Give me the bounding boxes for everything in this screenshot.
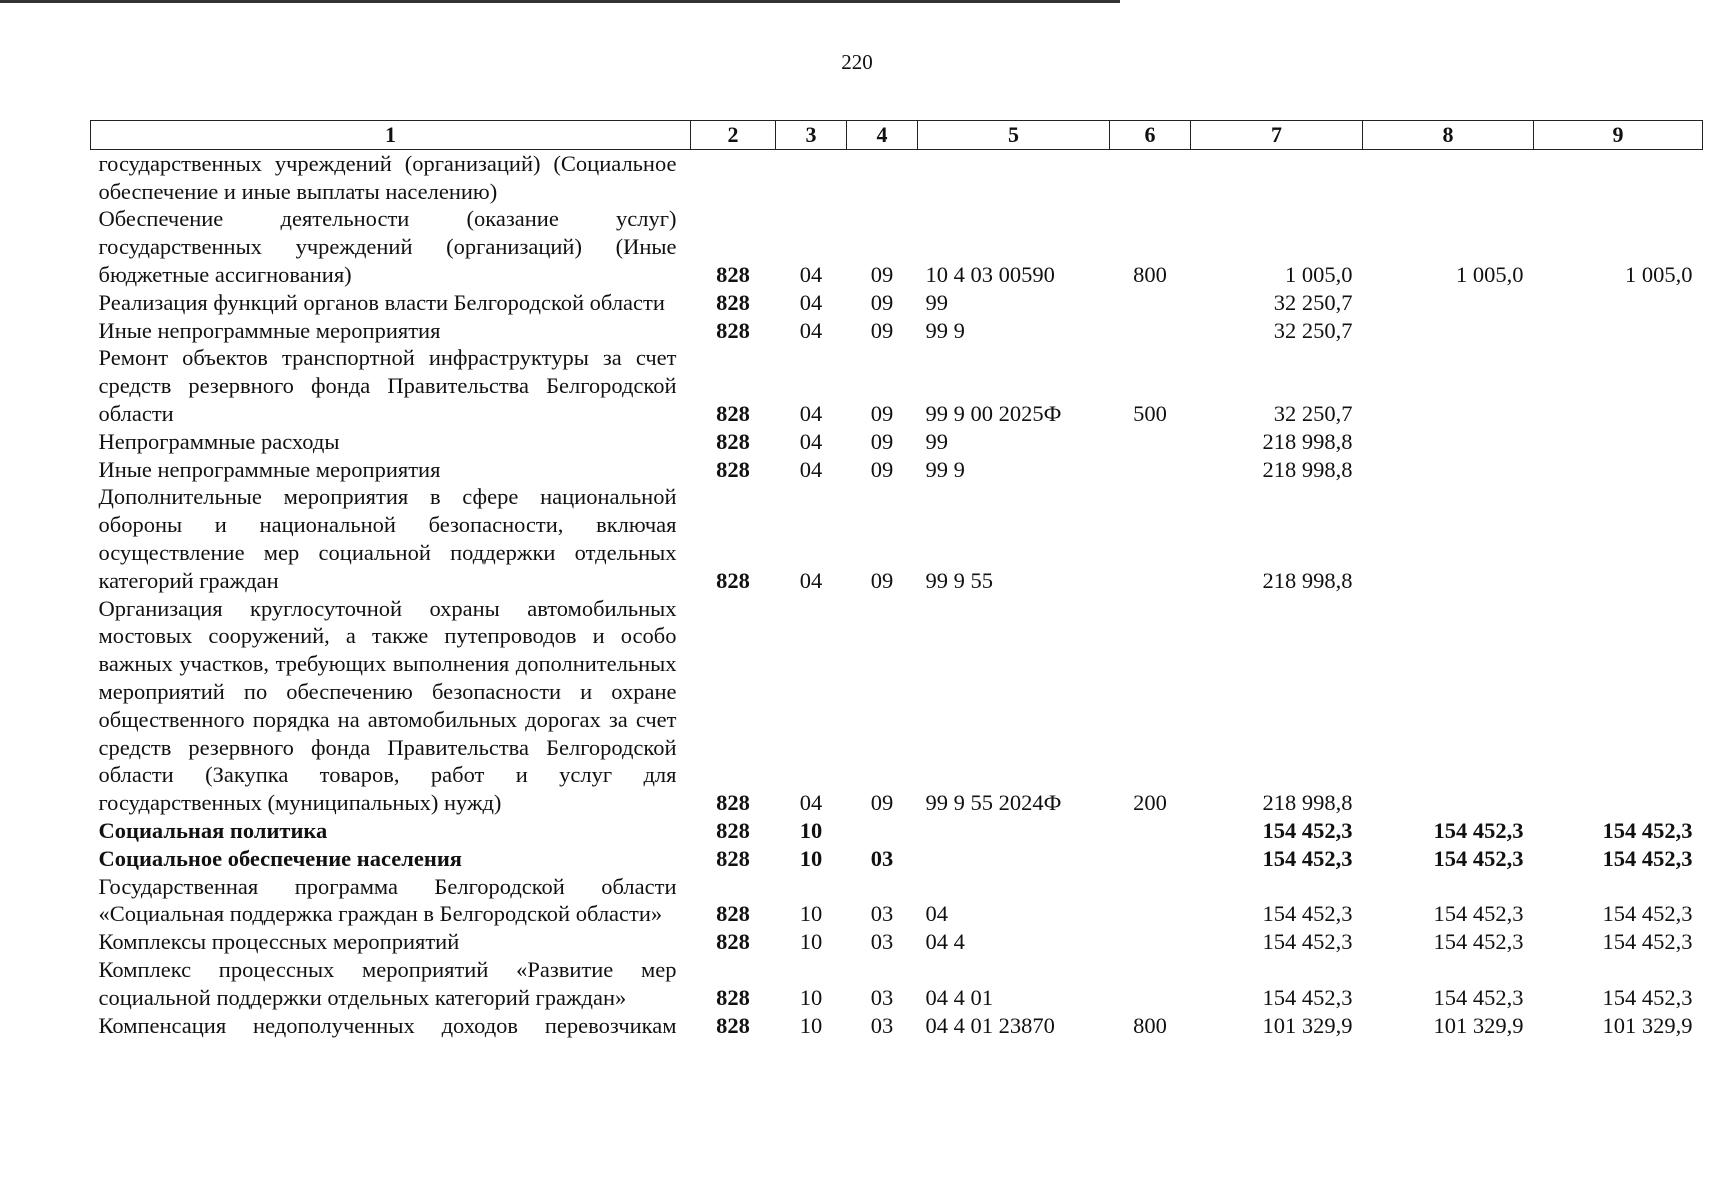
amount-col-9 xyxy=(1534,595,1703,817)
amount-col-9 xyxy=(1534,428,1703,456)
row-description: Комплексы процессных мероприятий xyxy=(98,929,460,955)
table-row xyxy=(91,456,1703,484)
amount-col-9: 154 452,3 xyxy=(1602,845,1693,871)
amount-col-8: 154 452,3 xyxy=(1433,845,1524,871)
expense-type-code: 200 xyxy=(1133,790,1167,816)
amount-col-8 xyxy=(1363,344,1534,427)
section-code: 10 xyxy=(799,984,823,1010)
row-description: Организация круглосуточной охраны автомобильных мостовых сооружений, а также путепроводов и особо важных участков, требующих выполнения дополнительных мероприятий по обеспечению безопасности и охране общественного порядка на автомобильных дорогах за счет средств резервного фонда Правительства Белгородской области (Закупка товаров, работ и услуг для государственных (муниципальных) нужд) xyxy=(98,595,677,816)
target-article-code: 04 4 01 xyxy=(925,984,993,1010)
row-description: Дополнительные мероприятия в сфере национальной обороны и национальной безопасности, включая осуществление мер социальной поддержки отдельных категорий граждан xyxy=(98,484,677,593)
expense-type-code xyxy=(1110,149,1191,205)
subsection-code: 09 xyxy=(870,790,894,816)
subsection-code: 09 xyxy=(870,456,894,482)
amount-col-8 xyxy=(1363,456,1534,484)
table-row xyxy=(91,873,1703,929)
section-code: 04 xyxy=(799,456,823,482)
row-description: Комплекс процессных мероприятий «Развитие мер социальной поддержки отдельных категорий граждан» xyxy=(98,956,677,1010)
table-row xyxy=(91,205,1703,288)
header-col-6: 6 xyxy=(1110,121,1191,150)
header-col-2: 2 xyxy=(691,121,776,150)
ministry-code: 828 xyxy=(716,400,750,426)
amount-col-7: 154 452,3 xyxy=(1262,845,1353,871)
header-col-3: 3 xyxy=(776,121,847,150)
amount-col-7: 218 998,8 xyxy=(1262,428,1353,454)
amount-col-7: 154 452,3 xyxy=(1262,901,1353,927)
top-rule xyxy=(0,0,1120,3)
amount-col-9 xyxy=(1534,149,1703,205)
amount-col-8: 154 452,3 xyxy=(1433,817,1524,843)
section-code: 04 xyxy=(799,289,823,315)
subsection-code xyxy=(847,149,918,205)
ministry-code xyxy=(691,149,776,205)
amount-col-8 xyxy=(1363,317,1534,345)
table-body xyxy=(91,149,1703,1039)
table-row xyxy=(91,928,1703,956)
row-description: Реализация функций органов власти Белгородской области xyxy=(98,289,665,315)
ministry-code: 828 xyxy=(716,456,750,482)
expense-type-code: 800 xyxy=(1133,1012,1167,1038)
section-code xyxy=(776,149,847,205)
ministry-code: 828 xyxy=(716,901,750,927)
ministry-code: 828 xyxy=(716,845,750,871)
expense-type-code xyxy=(1110,483,1191,594)
table-row xyxy=(91,149,1703,205)
amount-col-7: 218 998,8 xyxy=(1262,790,1353,816)
subsection-code xyxy=(847,817,918,845)
amount-col-8 xyxy=(1363,595,1534,817)
expense-type-code xyxy=(1110,317,1191,345)
amount-col-7: 32 250,7 xyxy=(1273,400,1353,426)
subsection-code: 03 xyxy=(870,929,894,955)
table-row xyxy=(91,845,1703,873)
amount-col-9: 101 329,9 xyxy=(1602,1012,1693,1038)
section-code: 04 xyxy=(799,567,823,593)
target-article-code: 04 4 xyxy=(925,929,965,955)
amount-col-9: 154 452,3 xyxy=(1602,984,1693,1010)
ministry-code: 828 xyxy=(716,261,750,287)
amount-col-7: 154 452,3 xyxy=(1262,817,1353,843)
table-row xyxy=(91,344,1703,427)
row-description: государственных учреждений (организаций) (Социальное обеспечение и иные выплаты населению) xyxy=(98,150,677,204)
amount-col-9 xyxy=(1534,456,1703,484)
table-row xyxy=(91,428,1703,456)
target-article-code: 04 xyxy=(925,901,948,927)
expense-type-code xyxy=(1110,456,1191,484)
row-description: Иные непрограммные мероприятия xyxy=(98,317,441,343)
section-code: 04 xyxy=(799,261,823,287)
section-code: 10 xyxy=(799,1012,823,1038)
target-article-code: 99 9 00 2025Ф xyxy=(925,400,1062,426)
subsection-code: 09 xyxy=(870,567,894,593)
table-row xyxy=(91,956,1703,1012)
section-code: 04 xyxy=(799,790,823,816)
amount-col-7: 101 329,9 xyxy=(1262,1012,1353,1038)
header-row xyxy=(91,121,1703,150)
amount-col-7: 154 452,3 xyxy=(1262,984,1353,1010)
ministry-code: 828 xyxy=(716,1012,750,1038)
header-col-8: 8 xyxy=(1363,121,1534,150)
amount-col-7: 218 998,8 xyxy=(1262,567,1353,593)
expense-type-code xyxy=(1110,289,1191,317)
table-row xyxy=(91,1012,1703,1040)
row-description: Социальная политика xyxy=(98,817,328,843)
amount-col-7 xyxy=(1191,149,1363,205)
row-description: Социальное обеспечение населения xyxy=(98,845,462,871)
target-article-code: 99 9 xyxy=(925,456,965,482)
section-code: 10 xyxy=(799,929,823,955)
amount-col-8 xyxy=(1363,289,1534,317)
amount-col-7: 1 005,0 xyxy=(1285,261,1353,287)
amount-col-9 xyxy=(1534,289,1703,317)
subsection-code: 09 xyxy=(870,289,894,315)
amount-col-9: 154 452,3 xyxy=(1602,817,1693,843)
amount-col-8 xyxy=(1363,149,1534,205)
subsection-code: 09 xyxy=(870,261,894,287)
expense-type-code xyxy=(1110,956,1191,1012)
expense-type-code xyxy=(1110,928,1191,956)
target-article-code xyxy=(918,149,1110,205)
amount-col-9 xyxy=(1534,344,1703,427)
ministry-code: 828 xyxy=(716,984,750,1010)
header-col-9: 9 xyxy=(1534,121,1703,150)
target-article-code: 99 xyxy=(925,428,948,454)
target-article-code: 99 9 xyxy=(925,317,965,343)
row-description: Иные непрограммные мероприятия xyxy=(98,456,441,482)
subsection-code: 09 xyxy=(870,400,894,426)
row-description: Компенсация недополученных доходов перевозчикам xyxy=(98,1012,677,1038)
table-row xyxy=(91,289,1703,317)
table-row xyxy=(91,817,1703,845)
subsection-code: 03 xyxy=(870,845,894,871)
page-number: 220 xyxy=(841,50,873,74)
amount-col-9 xyxy=(1534,483,1703,594)
subsection-code: 03 xyxy=(870,1012,894,1038)
header-col-7: 7 xyxy=(1191,121,1363,150)
subsection-code: 09 xyxy=(870,317,894,343)
amount-col-9 xyxy=(1534,317,1703,345)
expense-type-code xyxy=(1110,817,1191,845)
expense-type-code xyxy=(1110,428,1191,456)
ministry-code: 828 xyxy=(716,317,750,343)
ministry-code: 828 xyxy=(716,428,750,454)
target-article-code: 04 4 01 23870 xyxy=(925,1012,1055,1038)
amount-col-8: 1 005,0 xyxy=(1456,261,1524,287)
ministry-code: 828 xyxy=(716,289,750,315)
target-article-code xyxy=(918,817,1110,845)
header-col-5: 5 xyxy=(918,121,1110,150)
amount-col-7: 32 250,7 xyxy=(1273,289,1353,315)
subsection-code: 03 xyxy=(870,901,894,927)
expense-type-code xyxy=(1110,845,1191,873)
section-code: 10 xyxy=(799,817,823,843)
header-col-4: 4 xyxy=(847,121,918,150)
section-code: 10 xyxy=(799,901,823,927)
target-article-code: 99 9 55 xyxy=(925,567,993,593)
table-row xyxy=(91,317,1703,345)
ministry-code: 828 xyxy=(716,929,750,955)
expense-type-code: 800 xyxy=(1133,261,1167,287)
amount-col-9: 1 005,0 xyxy=(1625,261,1693,287)
amount-col-7: 218 998,8 xyxy=(1262,456,1353,482)
amount-col-8 xyxy=(1363,483,1534,594)
amount-col-9: 154 452,3 xyxy=(1602,929,1693,955)
amount-col-8: 154 452,3 xyxy=(1433,901,1524,927)
budget-table xyxy=(90,120,1703,1039)
ministry-code: 828 xyxy=(716,567,750,593)
section-code: 04 xyxy=(799,428,823,454)
table-row xyxy=(91,483,1703,594)
ministry-code: 828 xyxy=(716,790,750,816)
row-description: Непрограммные расходы xyxy=(98,428,340,454)
section-code: 04 xyxy=(799,400,823,426)
ministry-code: 828 xyxy=(716,817,750,843)
amount-col-7: 32 250,7 xyxy=(1273,317,1353,343)
amount-col-7: 154 452,3 xyxy=(1262,929,1353,955)
target-article-code: 99 9 55 2024Ф xyxy=(925,790,1062,816)
target-article-code xyxy=(918,845,1110,873)
amount-col-9: 154 452,3 xyxy=(1602,901,1693,927)
target-article-code: 10 4 03 00590 xyxy=(925,261,1055,287)
row-description: Государственная программа Белгородской области «Социальная поддержка граждан в Белгородской области» xyxy=(98,873,677,927)
row-description: Обеспечение деятельности (оказание услуг) государственных учреждений (организаций) (Иные бюджетные ассигнования) xyxy=(98,206,677,287)
expense-type-code: 500 xyxy=(1133,400,1167,426)
amount-col-8: 101 329,9 xyxy=(1433,1012,1524,1038)
subsection-code: 03 xyxy=(870,984,894,1010)
section-code: 04 xyxy=(799,317,823,343)
header-col-1: 1 xyxy=(91,121,691,150)
section-code: 10 xyxy=(799,845,823,871)
row-description: Ремонт объектов транспортной инфраструктуры за счет средств резервного фонда Правительства Белгородской области xyxy=(98,345,677,426)
target-article-code: 99 xyxy=(925,289,948,315)
table-row xyxy=(91,595,1703,817)
subsection-code: 09 xyxy=(870,428,894,454)
expense-type-code xyxy=(1110,873,1191,929)
amount-col-8 xyxy=(1363,428,1534,456)
amount-col-8: 154 452,3 xyxy=(1433,984,1524,1010)
amount-col-8: 154 452,3 xyxy=(1433,929,1524,955)
